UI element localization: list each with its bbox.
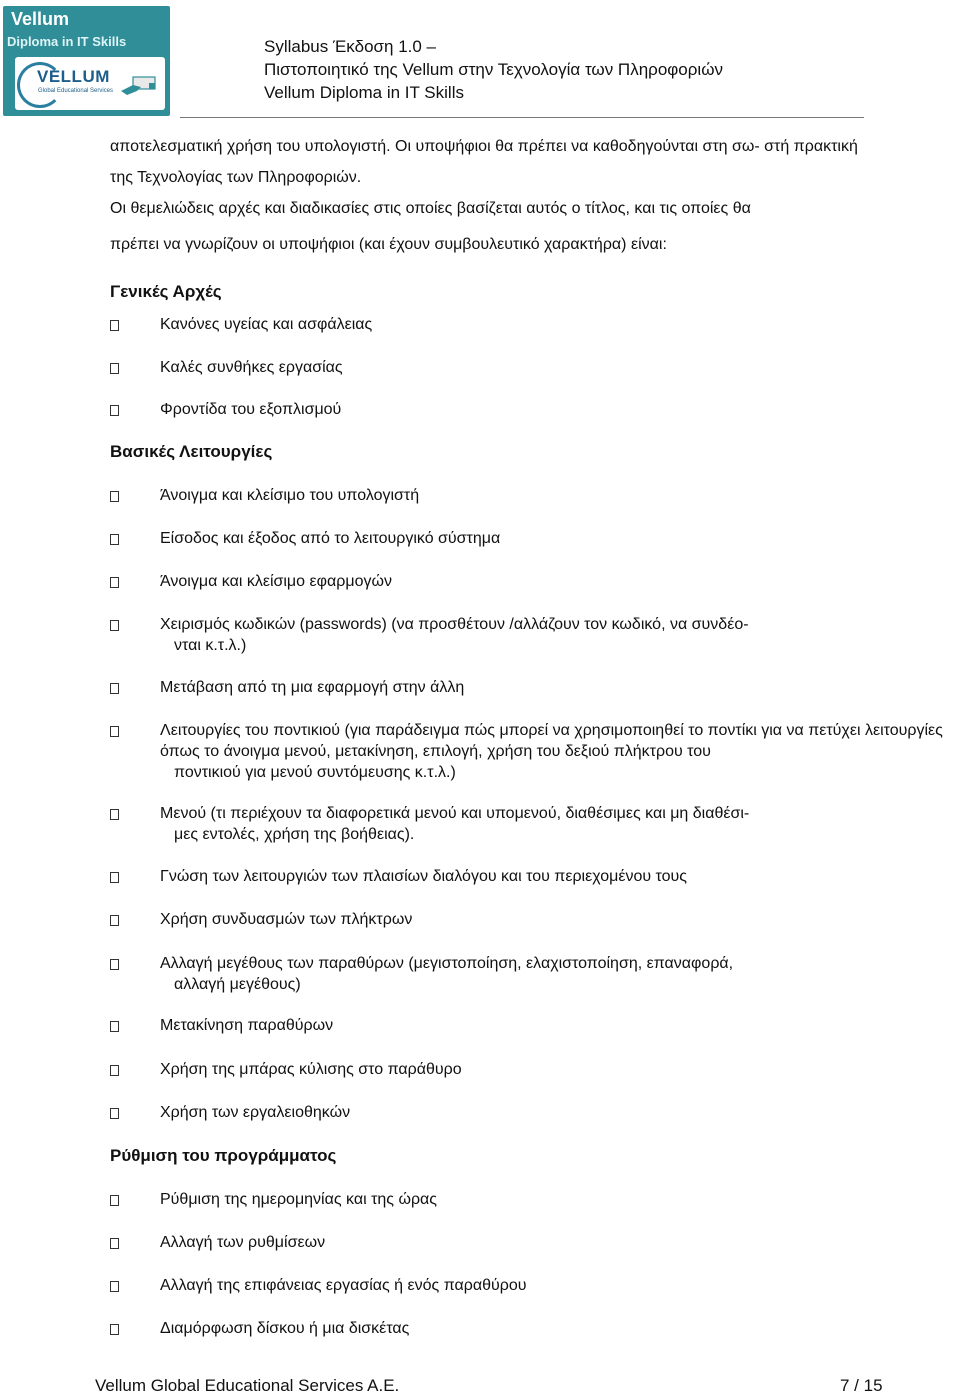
- list-item: Αλλαγή των ρυθμίσεων: [160, 1234, 326, 1251]
- list-item: Ρύθμιση της ημερομηνίας και της ώρας: [160, 1191, 437, 1208]
- section-heading-general: Γενικές Αρχές: [110, 282, 222, 301]
- logo-tagline: Global Educational Services: [38, 88, 114, 94]
- list-item-resize: [160, 953, 957, 995]
- bullet-icon: [110, 1195, 119, 1206]
- bullet-icon: [110, 726, 119, 737]
- footer-page-number: 7 / 15: [840, 1376, 883, 1395]
- logo-brand: VELLUM: [37, 67, 110, 86]
- bullet-icon: [110, 959, 119, 970]
- header-text: [264, 35, 723, 104]
- list-item: Είσοδος και έξοδος από το λειτουργικό σύστημα: [160, 530, 501, 547]
- logo-subtitle: Diploma in IT Skills: [7, 34, 127, 49]
- list-item: Μετάβαση από τη μια εφαρμογή στην άλλη: [160, 679, 465, 696]
- list-item: Χρήση των εργαλειοθηκών: [160, 1104, 351, 1121]
- bullet-icon: [110, 577, 119, 588]
- list-item-line: Λειτουργίες του ποντικιού (για παράδειγμα πώς μπορεί να χρησιμοποιηθεί το ποντίκι για να πετύχει λειτουργίες όπως το άνοιγμα μενού, μετακίνηση, επιλογή, χρήση του δεξιού πλήκτρου του: [160, 722, 943, 760]
- bullet-icon: [110, 405, 119, 416]
- list-item-line: Χειρισμός κωδικών (passwords) (να προσθέτουν /αλλάζουν τον κωδικό, να συνδέο-: [160, 616, 749, 633]
- intro-paragraph-line: της Τεχνολογίας των Πληροφοριών.: [110, 169, 362, 186]
- hand-certificate-icon: [119, 73, 159, 99]
- list-item: Άνοιγμα και κλείσιμο του υπολογιστή: [160, 487, 420, 504]
- bullet-icon: [110, 915, 119, 926]
- bullet-icon: [110, 363, 119, 374]
- list-item-line: αλλαγή μεγέθους): [174, 976, 301, 993]
- intro-paragraph-line: αποτελεσματική χρήση του υπολογιστή. Οι υποψήφιοι θα πρέπει να καθοδηγούνται στη σω- στή πρακτική: [110, 138, 858, 155]
- list-item: Φροντίδα του εξοπλισμού: [160, 401, 342, 418]
- bullet-icon: [110, 534, 119, 545]
- header-divider: [180, 117, 864, 118]
- list-item: Καλές συνθήκες εργασίας: [160, 359, 343, 376]
- intro-paragraph-line: πρέπει να γνωρίζουν οι υποψήφιοι (και έχουν συμβουλευτικό χαρακτήρα) είναι:: [110, 236, 667, 253]
- bullet-icon: [110, 1238, 119, 1249]
- footer-company: Vellum Global Educational Services A.E.: [95, 1376, 400, 1395]
- syllabus-version: Syllabus Έκδοση 1.0 –: [264, 37, 437, 56]
- list-item-line: Μενού (τι περιέχουν τα διαφορετικά μενού και υπομενού, διαθέσιμες και μη διαθέσι-: [160, 805, 750, 822]
- list-item: Χρήση συνδυασμών των πλήκτρων: [160, 911, 413, 928]
- bullet-icon: [110, 872, 119, 883]
- bullet-icon: [110, 1065, 119, 1076]
- list-item: Χρήση της μπάρας κύλισης στο παράθυρο: [160, 1061, 462, 1078]
- list-item: Άνοιγμα και κλείσιμο εφαρμογών: [160, 573, 392, 590]
- list-item-line: Αλλαγή μεγέθους των παραθύρων (μεγιστοποίηση, ελαχιστοποίηση, επαναφορά,: [160, 955, 734, 972]
- bullet-icon: [110, 1324, 119, 1335]
- bullet-icon: [110, 809, 119, 820]
- diploma-title: Vellum Diploma in IT Skills: [264, 83, 464, 102]
- list-item-line: ποντικιού για μενού συντόμευσης κ.τ.λ.): [174, 764, 456, 781]
- list-item: Κανόνες υγείας και ασφάλειας: [160, 316, 373, 333]
- bullet-icon: [110, 683, 119, 694]
- list-item: Μετακίνηση παραθύρων: [160, 1017, 334, 1034]
- bullet-icon: [110, 1281, 119, 1292]
- bullet-icon: [110, 320, 119, 331]
- certificate-title: Πιστοποιητικό της Vellum στην Τεχνολογία των Πληροφοριών: [264, 60, 723, 79]
- section-heading-basic: Βασικές Λειτουργίες: [110, 442, 273, 461]
- list-item: Γνώση των λειτουργιών των πλαισίων διαλόγου και του περιεχομένου τους: [160, 868, 688, 885]
- bullet-icon: [110, 1021, 119, 1032]
- bullet-icon: [110, 620, 119, 631]
- list-item-line: μες εντολές, χρήση της βοήθειας).: [174, 826, 415, 843]
- section-heading-setup: Ρύθμιση του προγράμματος: [110, 1146, 337, 1165]
- list-item-menus: [160, 803, 957, 845]
- bullet-icon: [110, 491, 119, 502]
- list-item: Αλλαγή της επιφάνειας εργασίας ή ενός παραθύρου: [160, 1277, 527, 1294]
- vellum-logo: [3, 6, 170, 116]
- list-item-mouse: [160, 720, 957, 783]
- bullet-icon: [110, 1108, 119, 1119]
- list-item-line: νται κ.τ.λ.): [174, 637, 247, 654]
- logo-badge: [15, 57, 165, 110]
- logo-title: Vellum: [11, 9, 70, 29]
- intro-paragraph-line: Οι θεμελιώδεις αρχές και διαδικασίες στις οποίες βασίζεται αυτός ο τίτλος, και τις οποίες θα: [110, 200, 751, 217]
- list-item: Διαμόρφωση δίσκου ή μια δισκέτας: [160, 1320, 410, 1337]
- list-item-passwords: [160, 614, 957, 656]
